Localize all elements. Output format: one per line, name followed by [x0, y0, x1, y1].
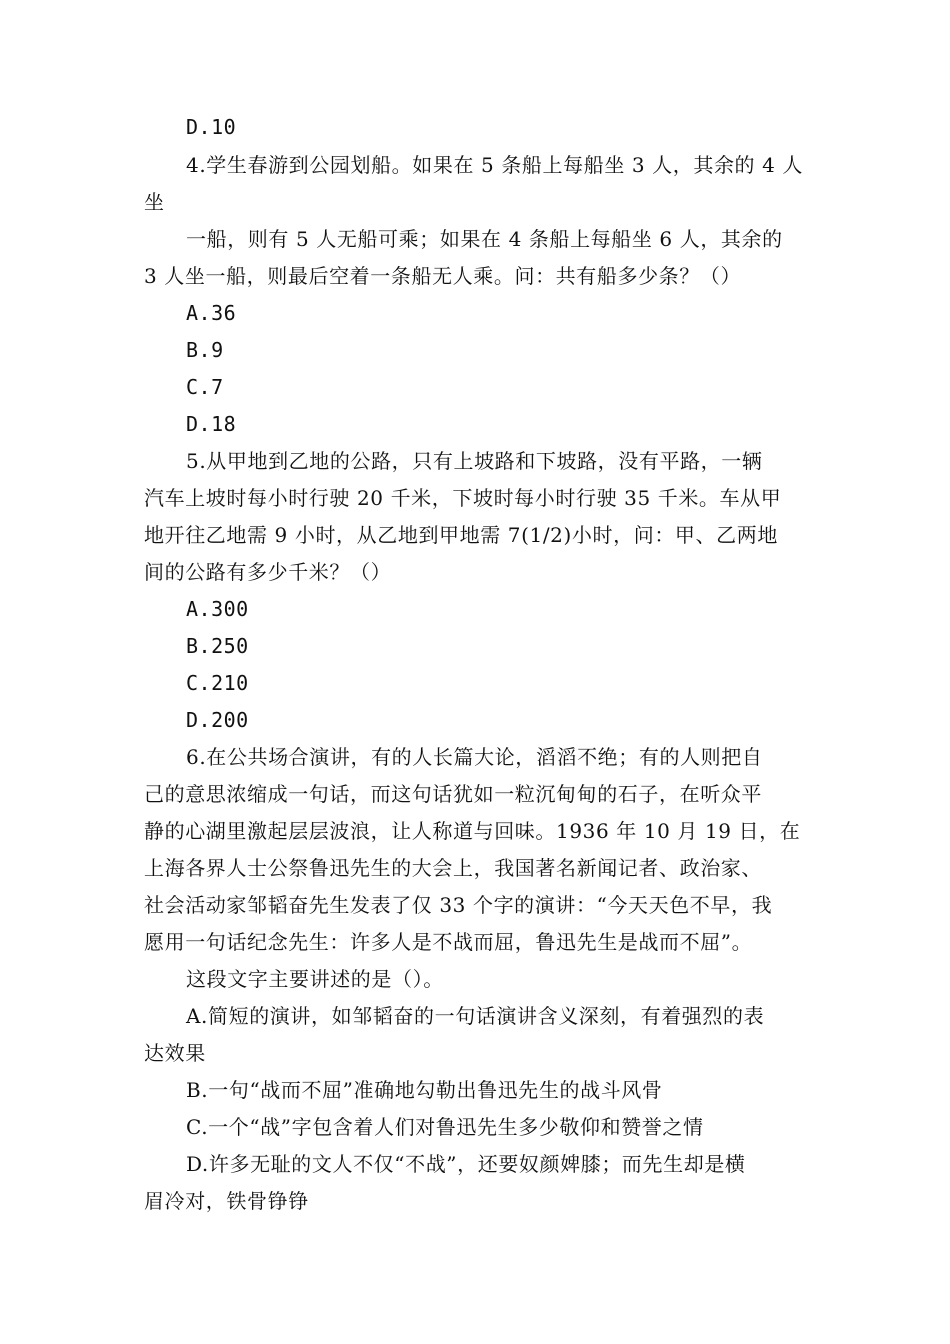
q4-option-d: D.18 [186, 412, 237, 436]
q5-option-b: B.250 [186, 634, 249, 658]
q6-text-line-4: 上海各界人士公祭鲁迅先生的大会上，我国著名新闻记者、政治家、 [144, 856, 762, 880]
q4-option-c: C.7 [186, 375, 224, 399]
q4-text-line-1: 4.学生春游到公园划船。如果在 5 条船上每船坐 3 人，其余的 4 人 [186, 153, 803, 177]
q6-question-stem: 这段文字主要讲述的是（）。 [186, 967, 444, 991]
q6-option-b: B.一句“战而不屈”准确地勾勒出鲁迅先生的战斗风骨 [186, 1078, 663, 1102]
q5-option-c: C.210 [186, 671, 249, 695]
q6-text-line-1: 6.在公共场合演讲，有的人长篇大论，滔滔不绝；有的人则把自 [186, 745, 763, 769]
q4-text-line-3: 一船，则有 5 人无船可乘；如果在 4 条船上每船坐 6 人，其余的 [186, 227, 783, 251]
q5-option-a: A.300 [186, 597, 249, 621]
q6-text-line-5: 社会活动家邹韬奋先生发表了仅 33 个字的演讲：“今天天色不早，我 [144, 893, 773, 917]
q4-option-a: A.36 [186, 301, 237, 325]
q4-option-b: B.9 [186, 338, 224, 362]
q6-text-line-2: 己的意思浓缩成一句话，而这句话犹如一粒沉甸甸的石子，在听众平 [144, 782, 762, 806]
q5-option-d: D.200 [186, 708, 249, 732]
q5-text-line-2: 汽车上坡时每小时行驶 20 千米，下坡时每小时行驶 35 千米。车从甲 [144, 486, 782, 510]
q6-option-d-line-1: D.许多无耻的文人不仅“不战”，还要奴颜婢膝；而先生却是横 [186, 1152, 746, 1176]
q5-text-line-1: 5.从甲地到乙地的公路，只有上坡路和下坡路，没有平路，一辆 [186, 449, 763, 473]
q6-option-c: C.一个“战”字包含着人们对鲁迅先生多少敬仰和赞誉之情 [186, 1115, 704, 1139]
q6-option-d-line-2: 眉冷对，铁骨铮铮 [144, 1189, 309, 1213]
q5-text-line-4: 间的公路有多少千米？（） [144, 560, 392, 584]
q4-text-line-4: 3 人坐一船，则最后空着一条船无人乘。问：共有船多少条？（） [144, 264, 742, 288]
q4-text-line-2: 坐 [144, 190, 165, 214]
q6-text-line-6: 愿用一句话纪念先生：许多人是不战而屈，鲁迅先生是战而不屈”。 [144, 930, 753, 954]
q6-option-a-line-2: 达效果 [144, 1041, 206, 1065]
q6-text-line-3: 静的心湖里激起层层波浪，让人称道与回味。1936 年 10 月 19 日，在 [144, 819, 801, 843]
q6-option-a-line-1: A.简短的演讲，如邹韬奋的一句话演讲含义深刻，有着强烈的表 [186, 1004, 765, 1028]
q5-text-line-3: 地开往乙地需 9 小时，从乙地到甲地需 7(1/2)小时，问：甲、乙两地 [144, 523, 778, 547]
q3-option-d: D.10 [186, 115, 237, 139]
